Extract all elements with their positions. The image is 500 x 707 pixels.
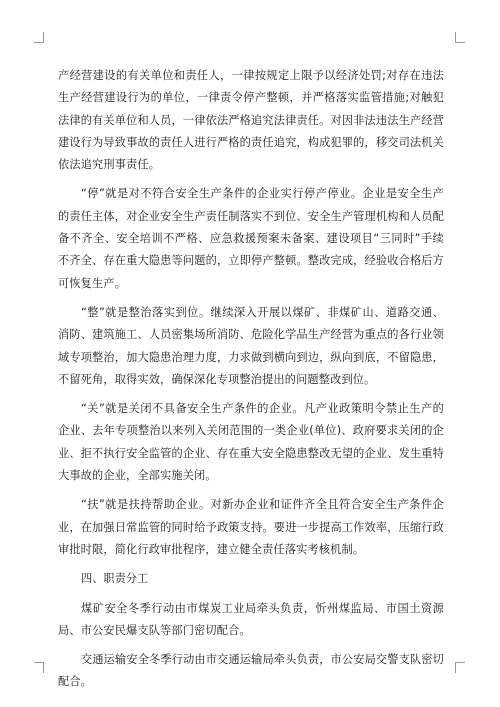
paragraph-stop: “停”就是对不符合安全生产条件的企业实行停产停业。企业是安全生产的责任主体，对企业安全生产责任制落实不到位、安全生产管理机构和人员配备不齐全、安全培训不严格、应急救援预案未备案、建设项目“三同时”手续不齐全、存在重大隐患等问题的，立即停产整顿。整改完成，经验收合格后方可恢复生产。 <box>58 187 444 290</box>
paragraph-coal-duty: 煤矿安全冬季行动由市煤炭工业局牵头负责，忻州煤监局、市国土资源局、市公安民爆支队等部门密切配合。 <box>58 601 444 637</box>
paragraph-rectify: “整”就是整治落实到位。继续深入开展以煤矿、非煤矿山、道路交通、消防、建筑施工、人员密集场所消防、危险化学品生产经营为重点的各行业领域专项整治，加大隐患治理力度，力求做到横向到边，纵向到底，不留隐患，不留死角，取得实效，确保深化专项整治提出的问题整改到位。 <box>58 305 444 386</box>
paragraph-support: “扶”就是扶持帮助企业。对新办企业和证件齐全且符合安全生产条件企业，在加强日常监管的同时给予政策支持。要进一步提高工作效率，压缩行政审批时限，简化行政审批程序，建立健全责任落实考核机制。 <box>58 498 444 556</box>
crop-mark-top-right <box>455 32 465 43</box>
paragraph-transport-duty: 交通运输安全冬季行动由市交通运输局牵头负责，市公安局交警支队密切配合。 <box>58 653 444 689</box>
document-body <box>58 65 444 701</box>
paragraph-close: “关”就是关闭不具备安全生产条件的企业。凡产业政策明令禁止生产的企业、去年专项整治以来列入关闭范围的一类企业(单位)、政府要求关闭的企业、拒不执行安全监管的企业、存在重大安全隐患整改无望的企业、发生重特大事故的企业，全部实施关闭。 <box>58 402 444 483</box>
section-heading-responsibilities: 四、职责分工 <box>81 572 149 586</box>
crop-mark-bottom-right <box>455 662 465 673</box>
crop-mark-top-left <box>34 32 44 43</box>
paragraph-penalties: 产经营建设的有关单位和责任人，一律按规定上限予以经济处罚;对存在违法生产经营建设行为的单位，一律责令停产整顿，并严格落实监管措施;对触犯法律的有关单位和人员，一律依法严格追究法律责任。对因非法违法生产经营建设行为导致事故的责任人进行严格的责任追究，构成犯罪的，移交司法机关依法追究刑事责任。 <box>58 69 444 172</box>
crop-mark-bottom-left <box>34 662 44 673</box>
